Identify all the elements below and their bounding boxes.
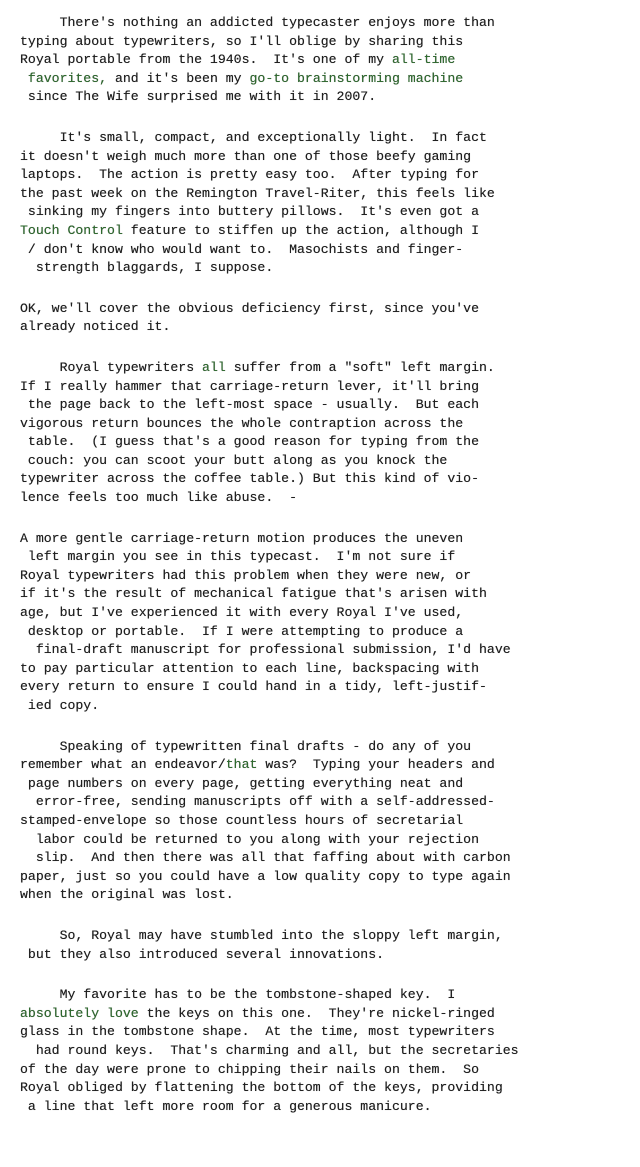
text-line [20,241,634,260]
typed-text: There's nothing an addicted typecaster enjoys more than [20,15,495,30]
text-line [20,641,634,660]
text-line [20,318,634,337]
typed-text: the page back to the left-most space - usually. But each [20,397,479,413]
typed-text: when the original was lost. [20,887,234,903]
typed-text: strength blaggards, I suppose. [20,260,274,276]
typed-text: glass in the tombstone shape. At the time, most typewriters [20,1024,495,1040]
text-line [20,678,634,697]
typed-text: stamped-envelope so those countless hours of secretarial [20,812,464,828]
typed-text: every return to ensure I could hand in a tidy, left-justif- [20,679,487,695]
paragraph [20,530,634,716]
typed-text: Royal typewriters had this problem when they were new, or [20,567,472,583]
text-line [20,986,634,1005]
text-line [20,849,634,868]
text-line [20,1042,634,1061]
text-line [20,300,634,319]
text-line [20,378,634,397]
text-line [20,470,634,489]
typed-text: vigorous return bounces the whole contraption across the [20,415,464,431]
text-line [20,1005,634,1024]
text-line [20,831,634,850]
typed-text: lence feels too much like abuse. - [20,490,297,506]
typed-text: the past week on the Remington Travel-Riter, this feels like [20,185,495,201]
text-line [20,738,634,757]
text-line [20,259,634,278]
typed-text: table. (I guess that's a good reason for typing from the [20,434,479,450]
paragraph [20,129,634,278]
text-line [20,33,634,52]
green-ink-text: that [225,757,258,773]
text-line [20,756,634,775]
text-line [20,359,634,378]
typed-text: to pay particular attention to each line, backspacing with [20,660,479,676]
typed-text: it doesn't weigh much more than one of those beefy gaming [20,148,472,164]
text-line [20,148,634,167]
typed-text: Speaking of typewritten final drafts - do any of you [20,738,472,754]
typed-text: remember what an endeavor/ [20,757,226,773]
text-line [20,51,634,70]
text-line [20,1023,634,1042]
typed-text: Royal typewriters [20,359,203,375]
typed-text: of the day were prone to chipping their nails on them. So [20,1061,479,1077]
typed-text: sinking my fingers into buttery pillows. It's even got a [20,204,479,220]
paragraph [20,359,634,508]
typed-text: had round keys. That's charming and all, but the secretaries [20,1042,519,1058]
typed-text: So, Royal may have stumbled into the sloppy left margin, [20,927,503,943]
typed-text: final-draft manuscript for professional submission, I'd have [20,642,511,658]
typed-text: Royal portable from the 1940s. It's one of my [20,52,392,68]
text-line [20,415,634,434]
typed-text: a line that left more room for a generous manicure. [20,1098,432,1114]
text-line [20,433,634,452]
typed-text: ied copy. [20,698,100,713]
text-line [20,1098,634,1117]
green-ink-text: absolutely love [20,1005,139,1021]
typed-text: couch: you can scoot your butt along as you knock the [20,452,448,468]
typed-text: typing about typewriters, so I'll oblige by sharing this [20,33,464,49]
paragraph [20,927,634,964]
text-line [20,530,634,549]
typed-text: if it's the result of mechanical fatigue that's arisen with [20,586,487,602]
text-line [20,868,634,887]
text-line [20,452,634,471]
text-line [20,14,634,33]
typed-text: but they also introduced several innovations. [20,946,385,962]
text-line [20,775,634,794]
typed-text: suffer from a "soft" left margin. [225,359,495,375]
text-line [20,604,634,623]
text-line [20,185,634,204]
text-line [20,886,634,905]
typed-text: Royal obliged by flattening the bottom of the keys, providing [20,1080,503,1096]
typed-text: the keys on this one. They're nickel-ringed [138,1005,495,1021]
text-line [20,489,634,508]
green-ink-text: favorites, [20,70,108,86]
typed-text: page numbers on every page, getting everything neat and [20,775,464,791]
typed-text: since The Wife surprised me with it in 2007. [20,89,377,105]
text-line [20,1061,634,1080]
text-line [20,396,634,415]
text-line [20,567,634,586]
text-line [20,129,634,148]
typed-text: laptops. The action is pretty easy too. After typing for [20,167,479,183]
text-line [20,88,634,107]
typed-text: error-free, sending manuscripts off with a self-addressed- [20,794,495,810]
text-line [20,166,634,185]
typed-text: left margin you see in this typecast. I'm not sure if [20,549,456,565]
typed-text: feature to stiffen up the action, although I [122,222,480,238]
text-line [20,697,634,716]
text-line [20,812,634,831]
green-ink-text: go-to brainstorming machine [249,70,464,86]
text-line [20,585,634,604]
typed-text: already noticed it. [20,319,171,335]
typed-text: and it's been my [107,70,250,86]
typed-text: desktop or portable. If I were attempting to produce a [20,623,464,639]
green-ink-text: all-time [391,52,456,68]
text-line [20,946,634,965]
text-line [20,203,634,222]
typed-text: typewriter across the coffee table.) But this kind of vio- [20,471,479,487]
typed-text: / don't know who would want to. Masochists and finger- [20,241,464,257]
paragraph [20,986,634,1116]
text-line [20,660,634,679]
typed-text: was? Typing your headers and [257,757,495,773]
text-line [20,623,634,642]
typed-text: A more gentle carriage-return motion produces the uneven [20,530,464,546]
text-line [20,548,634,567]
text-line [20,793,634,812]
typed-text: age, but I've experienced it with every Royal I've used, [20,605,464,621]
typed-text: paper, just so you could have a low quality copy to type again [20,868,511,884]
text-line [20,70,634,89]
typed-text: It's small, compact, and exceptionally light. In fact [20,129,487,145]
typed-text: labor could be returned to you along with your rejection [20,831,479,847]
typed-text: slip. And then there was all that faffing about with carbon [20,850,511,866]
paragraph [20,14,634,107]
typed-text: If I really hammer that carriage-return lever, it'll bring [20,378,479,394]
typed-text: OK, we'll cover the obvious deficiency first, since you've [20,300,479,316]
text-line [20,1079,634,1098]
text-line [20,927,634,946]
typed-text: My favorite has to be the tombstone-shaped key. I [20,987,456,1003]
green-ink-text: all [202,359,226,375]
paragraph [20,738,634,905]
text-line [20,222,634,241]
green-ink-text: Touch Control [20,222,123,238]
paragraph [20,300,634,337]
